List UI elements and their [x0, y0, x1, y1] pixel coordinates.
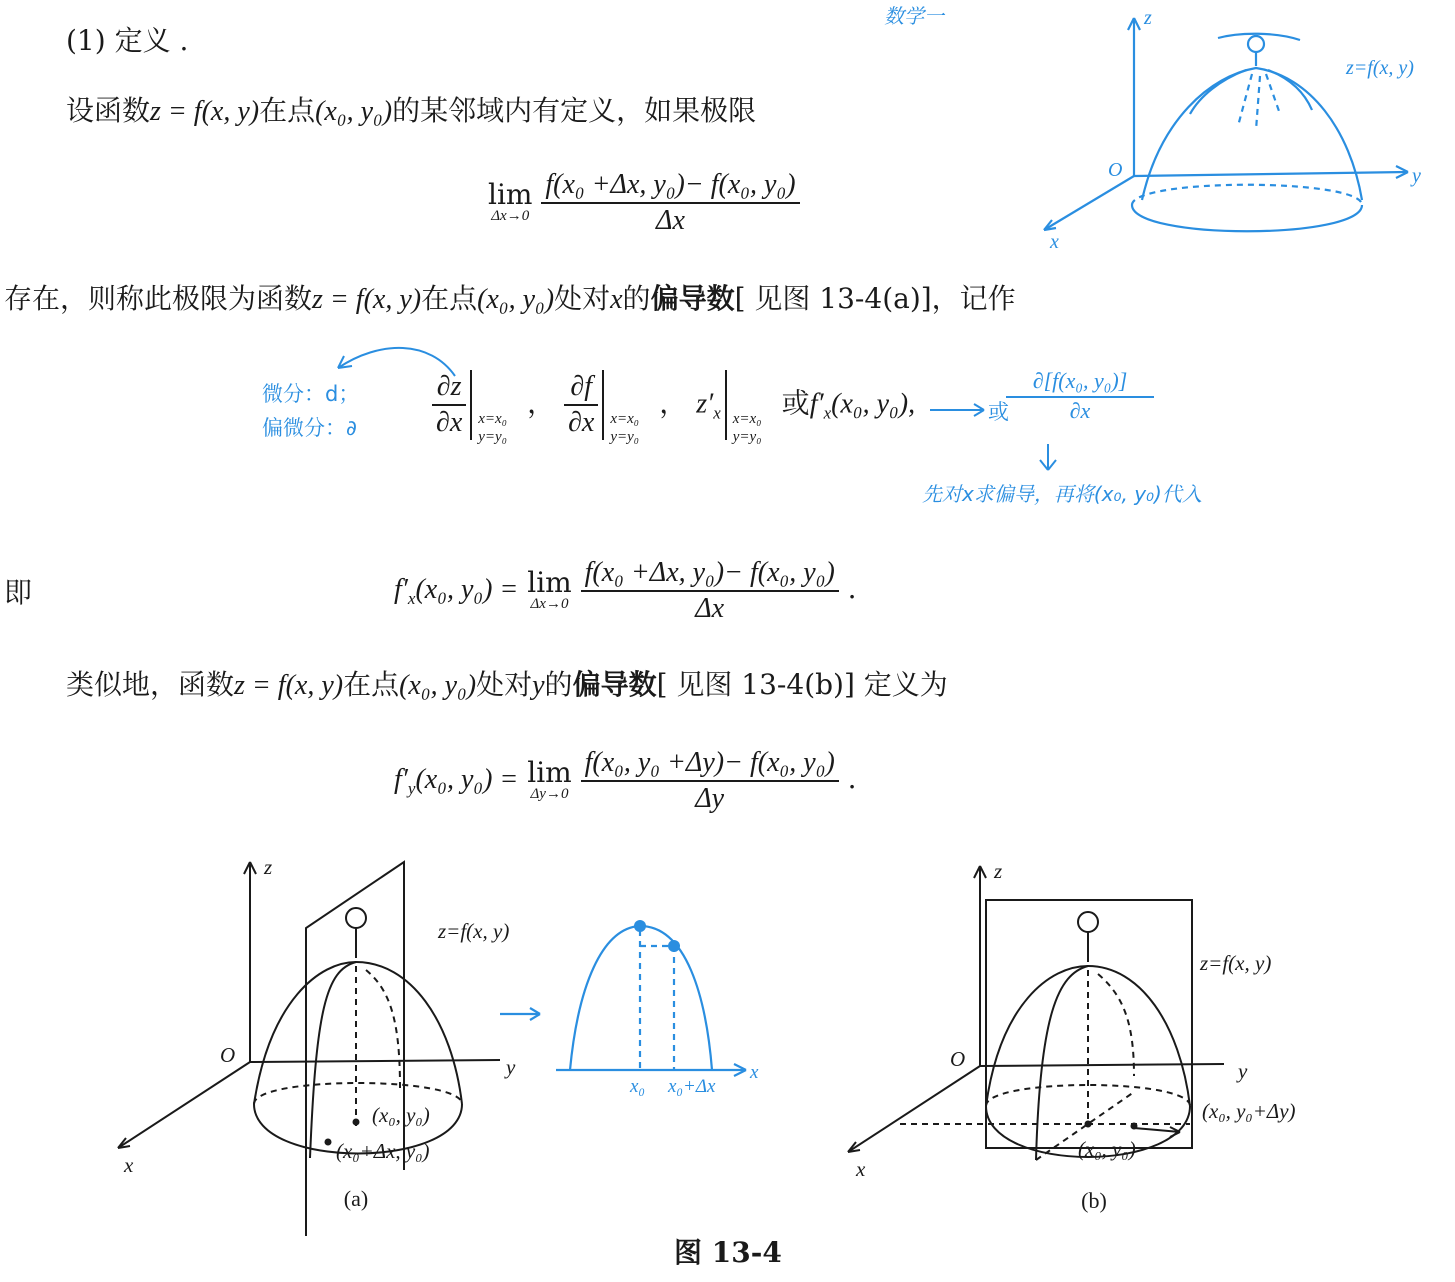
limit-expression: lim Δx→0 $\frac{\text{f(x₀ +Δx, y₀)− f(x₀, y₀)}}{\Delta x}$	[488, 168, 800, 237]
origin-o: O	[220, 1043, 236, 1067]
figure-b	[840, 854, 1360, 1224]
origin-o: O	[1108, 159, 1123, 181]
figure-cross-section	[490, 906, 770, 1106]
axis-x: x	[124, 1153, 134, 1177]
axis-y: y	[1238, 1059, 1248, 1083]
paragraph-3: 类似地，函数z = f(x, y)在点(x₀, y₀)处对y的偏导数[ 见图 13-4(b)] 定义为	[66, 668, 948, 701]
paragraph-2: 存在，则称此极限为函数z = f(x, y)在点(x₀, y₀)处对x的偏导数[ 见图 13-4(a)]，记作	[4, 282, 1016, 315]
label-ji: 即	[4, 576, 33, 609]
axis-x: x	[750, 1062, 759, 1083]
equation-fx: $f'_x(x_0$, y₀) = lim Δx→0 $\frac{\text{f(x₀ +Δx, y₀)− f(x₀, y₀)}}{\Delta x}$ .	[394, 557, 857, 624]
surface-label: z=f(x, y)	[438, 919, 510, 943]
point-x0-y0: (x₀, y₀)	[1078, 1137, 1136, 1161]
caption-a: (a)	[343, 1186, 369, 1211]
equation-fy: $f'_y(x_0$, y₀) = lim Δy→0 $\frac{\text{f(x₀, y₀ +Δy)− f(x₀, y₀)}}{\Delta y}$ .	[394, 747, 857, 814]
axis-y: y	[506, 1055, 516, 1079]
axis-x: x	[1050, 231, 1059, 253]
annotation-hint: 先对x求偏导，再将(x₀, y₀)代入	[922, 482, 1202, 506]
axis-y: y	[1412, 165, 1421, 187]
annotation-differential: 微分：d； 偏微分：∂	[262, 382, 360, 440]
notation-line: $\frac{\partial z}{\partial x}$ x=x₀ y=y₀ ， $\frac{\partial f}{\partial x}$ x=x₀ y=y₀ ， $z'_x$ x=x₀ y=y₀ 或$f'_x(x_0$, y₀),	[432, 370, 915, 440]
tick-x0dx: x₀+Δx	[668, 1076, 716, 1097]
axis-z: z	[1144, 7, 1152, 29]
figure-top-surface	[1020, 0, 1455, 260]
point-x0-y0dy: (x₀, y₀+Δy)	[1202, 1099, 1296, 1123]
tick-x0: x₀	[630, 1076, 646, 1097]
annotation-or: 或	[988, 400, 1009, 424]
annotation-alt-fraction: ∂[f(x₀, y₀)] ∂x	[1006, 368, 1154, 424]
surface-label: z=f(x, y)	[1200, 951, 1272, 975]
caption-b: (b)	[1081, 1188, 1107, 1213]
point-x0-y0: (x₀, y₀)	[372, 1103, 430, 1127]
origin-o: O	[950, 1047, 966, 1071]
surface-label: z=f(x, y)	[1346, 57, 1414, 79]
axis-z: z	[994, 859, 1003, 883]
figure-a	[110, 850, 516, 1220]
section-heading: (1) 定义 .	[66, 24, 189, 57]
paragraph-1: 设函数z = f(x, y)在点(x₀, y₀)的某邻域内有定义，如果极限	[66, 94, 757, 127]
figure-caption: 图 13-4	[674, 1236, 782, 1269]
axis-z: z	[264, 855, 273, 879]
point-x0dx-y0: (x₀+Δx, y₀)	[336, 1139, 430, 1163]
axis-x: x	[856, 1157, 866, 1181]
handwritten-tag: 数学一	[884, 4, 944, 28]
